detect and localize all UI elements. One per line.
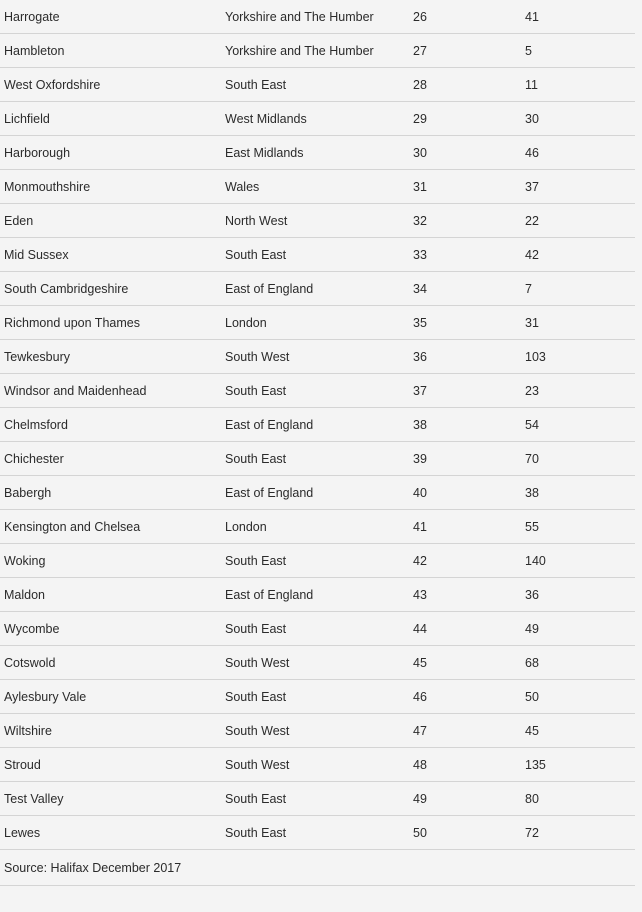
- previous-rank-cell: 135: [525, 757, 546, 772]
- rank-cell: 29: [413, 111, 427, 126]
- area-cell: Mid Sussex: [4, 247, 69, 262]
- area-cell: Test Valley: [4, 791, 64, 806]
- table-row: [0, 238, 635, 272]
- region-cell: Yorkshire and The Humber: [225, 43, 374, 58]
- rank-cell: 50: [413, 825, 427, 840]
- rank-cell: 30: [413, 145, 427, 160]
- area-cell: Kensington and Chelsea: [4, 519, 141, 534]
- region-cell: Wales: [225, 179, 260, 194]
- rank-cell: 34: [413, 281, 427, 296]
- region-cell: South East: [225, 825, 287, 840]
- region-cell: East Midlands: [225, 145, 304, 160]
- previous-rank-cell: 36: [525, 587, 539, 602]
- region-cell: South West: [225, 349, 290, 364]
- previous-rank-cell: 37: [525, 179, 539, 194]
- previous-rank-cell: 103: [525, 349, 546, 364]
- table-row: [0, 170, 635, 204]
- rank-cell: 48: [413, 757, 427, 772]
- region-cell: South East: [225, 553, 287, 568]
- region-cell: London: [225, 519, 267, 534]
- previous-rank-cell: 45: [525, 723, 539, 738]
- area-cell: Lichfield: [4, 111, 50, 126]
- table-row: [0, 646, 635, 680]
- area-cell: South Cambridgeshire: [4, 281, 129, 296]
- previous-rank-cell: 140: [525, 553, 546, 568]
- rank-cell: 31: [413, 179, 427, 194]
- rank-cell: 45: [413, 655, 427, 670]
- rank-cell: 35: [413, 315, 427, 330]
- rank-cell: 42: [413, 553, 427, 568]
- previous-rank-cell: 70: [525, 451, 539, 466]
- previous-rank-cell: 55: [525, 519, 539, 534]
- table-row: [0, 748, 635, 782]
- area-cell: Chelmsford: [4, 417, 68, 432]
- previous-rank-cell: 5: [525, 43, 532, 58]
- previous-rank-cell: 54: [525, 417, 539, 432]
- previous-rank-cell: 80: [525, 791, 539, 806]
- rank-cell: 39: [413, 451, 427, 466]
- previous-rank-cell: 7: [525, 281, 532, 296]
- table-row: [0, 102, 635, 136]
- table-row: [0, 544, 635, 578]
- area-cell: Wiltshire: [4, 723, 52, 738]
- rank-cell: 27: [413, 43, 427, 58]
- rank-cell: 36: [413, 349, 427, 364]
- rank-cell: 44: [413, 621, 427, 636]
- previous-rank-cell: 38: [525, 485, 539, 500]
- area-cell: Hambleton: [4, 43, 65, 58]
- table-row: [0, 306, 635, 340]
- rank-cell: 40: [413, 485, 427, 500]
- region-cell: South East: [225, 77, 287, 92]
- region-cell: East of England: [225, 417, 314, 432]
- table-row: [0, 442, 635, 476]
- area-cell: Richmond upon Thames: [4, 315, 140, 330]
- area-cell: Maldon: [4, 587, 45, 602]
- area-cell: Wycombe: [4, 621, 60, 636]
- region-cell: East of England: [225, 485, 314, 500]
- area-cell: West Oxfordshire: [4, 77, 101, 92]
- rank-cell: 47: [413, 723, 427, 738]
- area-cell: Harborough: [4, 145, 71, 160]
- table-row: [0, 136, 635, 170]
- region-cell: South East: [225, 621, 287, 636]
- previous-rank-cell: 42: [525, 247, 539, 262]
- rank-cell: 49: [413, 791, 427, 806]
- rank-cell: 43: [413, 587, 427, 602]
- area-cell: Eden: [4, 213, 34, 228]
- region-cell: South East: [225, 451, 287, 466]
- previous-rank-cell: 41: [525, 9, 539, 24]
- rank-cell: 37: [413, 383, 427, 398]
- area-cell: Monmouthshire: [4, 179, 91, 194]
- table-row: [0, 204, 635, 238]
- rank-cell: 41: [413, 519, 427, 534]
- table-row: [0, 612, 635, 646]
- table-row: [0, 340, 635, 374]
- source-note: Source: Halifax December 2017: [0, 850, 635, 886]
- region-cell: South East: [225, 689, 287, 704]
- area-cell: Tewkesbury: [4, 349, 70, 364]
- table-row: [0, 782, 635, 816]
- region-cell: South East: [225, 247, 287, 262]
- table-row: [0, 374, 635, 408]
- table-row: [0, 34, 635, 68]
- previous-rank-cell: 11: [525, 77, 538, 92]
- rank-cell: 38: [413, 417, 427, 432]
- region-cell: North West: [225, 213, 288, 228]
- previous-rank-cell: 68: [525, 655, 539, 670]
- previous-rank-cell: 49: [525, 621, 539, 636]
- table-row: [0, 476, 635, 510]
- area-cell: Chichester: [4, 451, 64, 466]
- previous-rank-cell: 31: [525, 315, 539, 330]
- previous-rank-cell: 46: [525, 145, 539, 160]
- table-row: [0, 68, 635, 102]
- area-cell: Babergh: [4, 485, 52, 500]
- region-cell: South West: [225, 655, 290, 670]
- area-cell: Stroud: [4, 757, 41, 772]
- previous-rank-cell: 23: [525, 383, 539, 398]
- rank-cell: 33: [413, 247, 427, 262]
- previous-rank-cell: 22: [525, 213, 539, 228]
- rank-cell: 32: [413, 213, 427, 228]
- table-row: [0, 816, 635, 850]
- area-cell: Lewes: [4, 825, 41, 840]
- table-row: [0, 408, 635, 442]
- table-row: [0, 0, 635, 34]
- rank-cell: 26: [413, 9, 427, 24]
- region-cell: South East: [225, 791, 287, 806]
- rank-cell: 28: [413, 77, 427, 92]
- region-cell: Yorkshire and The Humber: [225, 9, 374, 24]
- region-cell: South West: [225, 723, 290, 738]
- rank-cell: 46: [413, 689, 427, 704]
- area-cell: Aylesbury Vale: [4, 689, 87, 704]
- region-cell: East of England: [225, 587, 314, 602]
- area-cell: Harrogate: [4, 9, 60, 24]
- area-cell: Woking: [4, 553, 46, 568]
- previous-rank-cell: 72: [525, 825, 539, 840]
- previous-rank-cell: 30: [525, 111, 539, 126]
- region-cell: London: [225, 315, 267, 330]
- region-cell: East of England: [225, 281, 314, 296]
- region-cell: South West: [225, 757, 290, 772]
- table-row: [0, 714, 635, 748]
- table-row: [0, 578, 635, 612]
- region-cell: South East: [225, 383, 287, 398]
- area-cell: Windsor and Maidenhead: [4, 383, 147, 398]
- table-row: [0, 680, 635, 714]
- previous-rank-cell: 50: [525, 689, 539, 704]
- region-cell: West Midlands: [225, 111, 307, 126]
- table-row: [0, 510, 635, 544]
- area-cell: Cotswold: [4, 655, 56, 670]
- table-row: [0, 272, 635, 306]
